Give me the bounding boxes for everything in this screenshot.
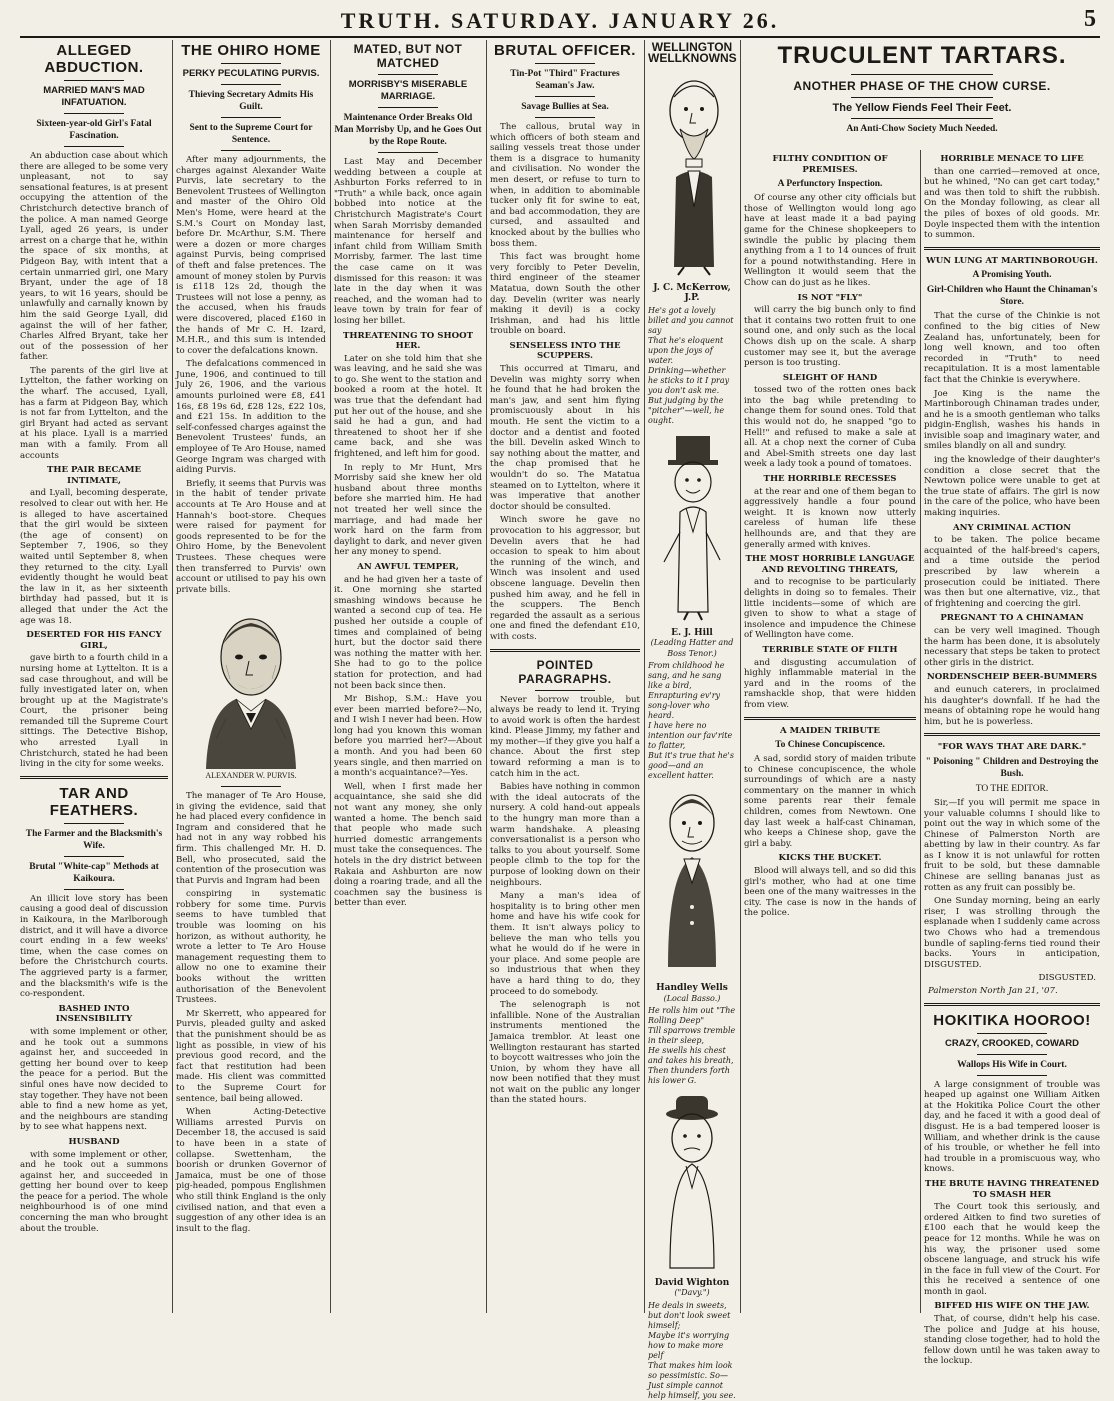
paragraph: This fact was brought home very forcibly to Peter Develin, third engineer of the steamer Matatua, down South the other day. Develin (writer was nearly making it devil) is a cocky Irishman, and had his little trouble on board. [490,252,640,337]
paragraph: tossed two of the rotten ones back into the bag while pretending to change them for sound ones. Told that this would not do, he snapped "go to Hell!" and refused to make a sale at all. At a chop next the corner of Cuba and Abel-Smith streets one day last week a lady took a pound of tomatoes. [744,385,916,470]
paragraph: This occurred at Timaru, and Develin was mighty sorry when he found that he had broken the man's jaw, and sent him flying promiscuously about in his mouth. He sent the victim to a doctor and a dentist and footed the bill. Develin asked Winch to say nothing about the matter, and the chap promised that he wouldn't do so. The Matatua steamed on to Lyttelton, where it was imperative that another doctor should be consulted. [490,364,640,512]
paragraph: and to recognise to be particularly delights in doing so to females. Their little incidents—some of which are given to show to what a stage of insolence and impudence the Chinese of Wellington have come. [744,577,916,641]
paragraph: That, of course, didn't help his case. The police and Judge at his house, standing close together, had to hold the fellow down until he was taken away to the lockup. [924,1314,1100,1367]
caption-wighton-sub: ("Davy.") [674,1288,710,1298]
deck: Sent to the Supreme Court for Sentence. [189,123,313,145]
headline-alleged-abduction: ALLEGED ABDUCTION. [44,42,144,76]
verse-line: Then thunders forth his lower G. [648,1066,730,1086]
inline-head: AN AWFUL TEMPER, [357,561,459,572]
paragraph: and disgusting accumulation of highly inflammable material in the yard and in the rooms of the ramshackle shop, that were hidden from view. [744,657,916,710]
deck: A Perfunctory Inspection. [777,179,883,190]
paragraph: and eunuch caterers, in proclaimed his daughter's downfall. If he had the means of obtaining rope he would hang him, but he is powerless. [924,684,1100,727]
paragraph: with some implement or other, and he took out a summons against her, and succeeded in getting her bound over to keep the peace for a period. But the sinful ones have now decided to stay together. They have not been able to find a new home as yet, and the neighbours are standing by to see what happens next. [20,1026,168,1133]
paragraph: can be very well imagined. Though the harm has been done, it is absolutely necessary that steps be taken to protect other girls in the district. [924,625,1100,668]
inline-head: THE BRUTE HAVING THREATENED TO SMASH HER [924,1178,1100,1200]
verse-line: I have here no intention our fav'rite to flatter, [648,721,733,751]
paragraph: will carry the big bunch only to find that it contains two rotten fruit to one sound one, and only such as the local Chows dish up on the scale. A sharp customer may see it, but the average person is too trusting. [744,305,916,369]
inline-head: BIFFED HIS WIFE ON THE JAW. [934,1301,1090,1312]
verse-line: Drinking—whether he sticks to it I pray you don't ask me. [648,365,730,395]
paragraph: The defalcations commenced in June, 1906, and continued to till July 26, 1906, and the various amounts purloined were £8, £41 16s, £8 19s 6d, £28 12s, £22 10s, and £21 15s. In addition to the self-confessed charges against the Benevolent Trustees' funds, an employee of Te Aro House, named George Ingram was charged with aiding Purvis. [176,359,326,476]
paragraph: and he had given her a taste of it. One morning she started smashing windows because he wanted a second cup of tea. He pushed her outside a couple of times and complained of being hurt, but the doctor said there was nothing the matter with her. She had to go to the police station for protection, and had not been back since then. [334,574,482,691]
caricature-wells [648,787,736,977]
caption-mckerrow: J. C. McKerrow, J.P. [653,282,731,304]
deck: To Chinese Concupiscence. [775,740,885,751]
verse-line: Maybe it's worrying how to make more pelf [648,1330,730,1360]
paragraph: gave birth to a fourth child in a nursing home at Lyttelton. It is a sad case throughout, and will be fully investigated later on, when brought up at the Magistrate's Court, the prisoner being remanded till the Supreme Court sittings. The Detective Bishop, who arrested Lyall in Christchurch, stated he had been living in the city for some weeks. [20,653,168,770]
deck: TO THE EDITOR. [975,783,1049,794]
headline-tar-and-feathers: TAR AND FEATHERS. [49,784,139,819]
deck: Brutal "White-cap" Methods at Kaikoura. [29,861,159,884]
caption-hill: E. J. Hill [671,627,713,638]
paragraph: The selenograph is not infallible. None of the Australian instruments mentioned the Jamaica tremblor. At least one Wellington restaurant has started to boycott waitresses who join the Union, by whom they have all now been notified that they must not wait on the public any longer than the stated hours. [490,1000,640,1106]
inline-head: BASHED INTO INSENSIBILITY [55,1003,133,1025]
paragraph: Winch swore he gave no provocation to his aggressor, but Develin avers that he had occasion to speak to him about the running of the winch, and Winch was insolent and used obscene language. Develin then pushed him away, and he fell in the scuppers. The Bench regarded the assault as a serious one and fined the defendant £10, with costs. [490,515,640,642]
inline-head: HORRIBLE MENACE TO LIFE [940,154,1084,164]
caption-wells: Handley Wells [656,982,728,993]
inline-head: HUSBAND [68,1136,120,1147]
column-5 [648,40,737,1400]
letter-place: Palmerston North Jan 21, '07. [928,986,1058,996]
column-4 [490,40,640,1313]
caricature-hill [648,432,736,622]
column-6 [744,150,916,1313]
headline-ohiro-home: THE OHIRO HOME [181,42,321,59]
verse-line: He's got a lovely billet and you cannot say [648,305,734,335]
inline-head: IS NOT "FLY" [797,292,863,303]
deck: Girl-Children who Haunt the Chinaman's Store. [926,285,1098,308]
deck: Savage Bullies at Sea. [521,102,609,112]
verse-line: Till sparrows tremble in their sleep, [648,1026,736,1046]
verse-line: That makes him look so pessimistic. So— [648,1360,733,1380]
paragraph: Later on she told him that she was leaving, and he said she was to go. She went to the station and booked a room at the hotel. It was true that the defendant had put her out of the house, and she said he had a gun, and had threatened to shoot her if she came back, and she was frightened, and left him for good. [334,353,482,460]
headline-chow-curse: ANOTHER PHASE OF THE CHOW CURSE. [793,79,1051,93]
caricature-mckerrow [648,67,736,277]
paragraph: In reply to Mr Hunt, Mrs Morrisby said she knew her old husband about three months before she married him. He had not treated her well since the marriage, and had made her work hard on the farm from daylight to dark, and never given her any money to spend. [334,462,482,558]
inline-head: A MAIDEN TRIBUTE [780,725,880,736]
verse-line: But judging by the "pitcher"—well, he ought. [648,395,725,425]
inline-head: SLEIGHT OF HAND [782,372,878,383]
paragraph: Babies have nothing in common with the ideal autocrats of the nursery. A cold hand-out appeals to the hungry man more than a warm handshake. A pleasing conversationalist is a person who talks to you about yourself. Some people climb to the top for the purpose of looking down on their neighbours. [490,782,640,888]
verse-hill [648,661,736,781]
paragraph: Never borrow trouble, but always be ready to lend it. Trying to avoid work is often the hardest kind. Please Jimmy, my father and my mother—if they give you half a chance. About the first step toward reforming a man is to catch him in the act. [490,694,640,779]
paragraph: Joe King is the name the Martinborough Chinaman trades under, and he is a smooth gentleman who talks pidgin-English, washes his hands in invisible soap and imaginary water, and smiles blandly on all and sundry. [924,388,1100,452]
masthead [20,6,1100,38]
verse-line: But it's true that he's good—and an excellent hatter. [648,751,734,781]
verse-wells [648,1006,736,1086]
paragraph: The parents of the girl live at Lyttelton, the father working on the wharf. The accused, Lyall, has a farm at Pidgeon Bay, which is not far from Lyttelton, and the girl Bryant had acted as servant at his place. Lyall is a married man with a family. From all accounts [20,365,168,461]
paragraph: Last May and December wedding between a couple at Ashburton Forks referred to in "Truth" a while back, once again bobbed into notice at the Christchurch Magistrate's Court when Sarah Morrisby demanded maintenance for herself and infant child from William Smith Morrisby, farmer. The last time the case came on it was dismissed for this reason: it was late in the day when it was reached, and the woman had to leave town by train for fear of losing her billet. [334,157,482,326]
verse-line: That he's eloquent upon the joys of water. [648,335,724,365]
caption-wighton: David Wighton [654,1277,730,1288]
paragraph: Mr Skerrett, who appeared for Purvis, pleaded guilty and asked that the punishment should be as light as possible, in view of his previous good record, and the fact that restitution had been made. His client was committed to the Supreme Court for sentence, bail being allowed. [176,1008,326,1104]
deck-anti-chow: An Anti-Chow Society Much Needed. [846,124,998,134]
deck: Thieving Secretary Admits His Guilt. [188,90,314,112]
verse-wighton [648,1301,736,1401]
inline-head: SENSELESS INTO THE SCUPPERS. [509,340,621,362]
cartoon-section-title: WELLINGTON WELLKNOWNS [648,40,737,65]
paragraph: at the rear and one of them began to aggressively handle a four pound weight. It is known now utterly careless of human life these hellhounds are, and that they are generally armed with knives. [744,486,916,550]
inline-head: THE HORRIBLE RECESSES [763,474,897,485]
caricature-wighton [648,1092,736,1272]
verse-line: He swells his chest and takes his breath, [648,1046,734,1066]
paragraph: Well, when I first made her acquaintance, she said she did not want any money, she only wanted a home. The bench said that people who made such hurried domestic arrangements must take the consequences. The hotels in the dry district between Rakaia and Ashburton are now doing a roaring trade, and all the coachmen say the business is better than ever. [334,781,482,909]
paragraph: Mr Bishop, S.M.: Have you ever been married before?—No, and I wish I never had been. How long had you known this woman before you married her?—About a month. And you had been 60 years single, and then married on a month's acquaintance?—Yes. [334,694,482,779]
inline-head: WUN LUNG AT MARTINBOROUGH. [926,255,1098,266]
column-2 [176,40,326,1313]
caption-hill-sub: (Leading Hatter and Boss Tenor.) [650,638,734,658]
subhead: MORRISBY'S MISERABLE MARRIAGE. [348,79,468,102]
verse-line: He deals in sweets, but don't look sweet himself; [648,1300,731,1330]
paragraph: Many a man's idea of hospitality is to bring other men home and have his wife cook for them. It isn't always policy to believe the man who tells you what he would do if he were in your place. And some people are so industrious that when they have a hard thing to do, they proceed to do somebody. [490,891,640,997]
paragraph: The manager of Te Aro House, in giving the evidence, said that he had placed every confidence in Ingram and considered that he had not in any way robbed his firm. This challenged Mr. H. D. Bell, who prosecuted, said the contention of the prosecution was that Purvis and Ingram had been [176,790,326,886]
inline-head: KICKS THE BUCKET. [778,853,882,864]
paragraph: Of course any other city officials but those of Wellington would long ago have at least made it a bad paying game for the Chinese shopkeepers to swindle the public by placing them anything from a 1 to 14 ounces of fruit for a pound notwithstanding. Here in Wellington it would seem that the Chow can do just as he likes. [744,193,916,288]
verse-mckerrow [648,306,736,426]
deck: The Farmer and the Blacksmith's Wife. [25,828,163,851]
inline-head: THE MOST HORRIBLE LANGUAGE AND REVOLTING THREATS, [745,554,915,575]
letter-signature: DISGUSTED. [1038,973,1096,984]
column-1 [20,40,168,1313]
deck: Tin-Pot "Third" Fractures Seaman's Jaw. [510,69,620,91]
paragraph: ing the knowledge of their daughter's condition a close secret that the Newtown police were unable to get at the true state of affairs. The girl is now in the care of the police, who have been making inquiries. [924,455,1100,519]
column-3 [334,40,482,1313]
inline-head: "FOR WAYS THAT ARE DARK." [937,742,1087,753]
deck-yellow-fiends: The Yellow Fiends Feel Their Feet. [832,102,1012,114]
paragraph: to be taken. The police became acquainted of the half-breed's capers, and a time outside the period prescribed by law wherein a prosecution could be initiated. There was then but one alternative, viz., that of frightening and coercing the girl. [924,535,1100,609]
caption-wells-sub: (Local Basso.) [663,993,721,1003]
paragraph: Sir,—If you will permit me space in your valuable columns I should like to point out the way in which some of the Chinese of Palmerston North are abetting by law in their country. As far as I know it is not unlawful for rotten fruit to be sold, but these damnable Chinese are selling bananas just as rotten as any fruit can possibly be. [924,797,1100,893]
truculent-tartars-banner [744,40,1100,138]
verse-line: He rolls him out "The Rolling Deep" [648,1006,736,1026]
paragraph: than one carried—removed at once, but he whined, "No can get cart today," and was then told to shift the rubbish. On the Monday following, as clear all the piles of boxes of old goods. Mr. Doyle inspected them with the intention to summon. [924,166,1100,241]
subhead: CRAZY, CROOKED, COWARD [944,1037,1080,1049]
paragraph: An abduction case about which there are alleged to be some very unpleasant, not to say sensational features, is at present occupying the attention of the Christchurch detective branch of the police. A man named George Lyall, aged 26 years, is under arrest on a charge that he, within the space of six months, at Pidgeon Bay, with intent that a certain unmarried girl, one Mary Bryant, under the age of 18 years, to wit 16 years, should be unlawfully and carnally known by him the said George Lyall, did against the will of her father, Charles Alfred Bryant, take her out of the possession of her father. [20,151,168,363]
paragraph: The Court took this seriously, and ordered Aitken to find two sureties of £100 each that he would keep the peace for 12 months. While he was on his way, the prisoner used some obscene language, and struck his wife in the face in full view of the Court. For this he received a sentence of one month in gaol. [924,1202,1100,1297]
inline-head: THE PAIR BECAME INTIMATE, [46,465,142,486]
deck: Wallops His Wife in Court. [957,1059,1067,1070]
paragraph: One Sunday morning, being an early riser, I was strolling through the esplanade when I suddenly came across two Chows who had a tremendous bundle of sapling-ferns tied round their backs. Yours in anticipation, DISGUSTED. [924,896,1100,970]
paragraph: That the curse of the Chinkie is not confined to the big cities of New Zealand has, unfortunately, been for long well known, and too often recorded in "Truth" to need recapitulation. It is a most lamentable fact that the Chinkie is everywhere. [924,311,1100,385]
inline-head: DESERTED FOR HIS FANCY GIRL, [26,630,162,651]
inline-head: NORDENSCHEIP BEER-BUMMERS [926,672,1098,683]
paragraph: The callous, brutal way in which officers of both steam and sailing vessels treat those under them is a disgrace to humanity and civilisation. No wonder the men desert, or refuse to turn to when, in addition to abominable tucker only fit for swine to eat, and bad accommodation, they are cursed, and assaulted and knocked about by the bullies who boss them. [490,122,640,249]
verse-line: From childhood he sang, and he sang like a bird, [648,661,725,691]
headline-truculent-tartars: TRUCULENT TARTARS. [777,42,1067,69]
portrait-caption: ALEXANDER W. PURVIS. [205,771,297,781]
deck: Sixteen-year-old Girl's Fatal Fascination. [36,119,152,141]
verse-line: Just simple cannot help himself, you see. [648,1380,736,1400]
deck: A Promising Youth. [972,270,1052,281]
inline-head: THREATENING TO SHOOT HER. [343,330,473,352]
verse-line: Enrapturing ev'ry song-lover who heard. [648,691,721,721]
paragraph: A large consignment of trouble was heaped up against one William Aitken at the Hokitika Police Court the other day, and he faced it with a good deal of disgust. He is a bad tempered looser is William, and whether drink is the cause of his trouble, or whether he fell into had trouble in a promiscuous way, who knows. [924,1079,1100,1175]
headline-pointed-paragraphs: POINTED PARAGRAPHS. [518,657,612,686]
paragraph: An illicit love story has been causing a good deal of discussion in Kaikoura, in the Marlborough district, and it will have a divorce court ending in a few weeks' time, when the case comes on before the Christchurch courts. The aggrieved party is a farmer, and the blacksmith's wife is the co-respondent. [20,893,168,1000]
subhead: PERKY PECULATING PURVIS. [182,68,320,79]
headline-brutal-officer: BRUTAL OFFICER. [494,42,636,59]
deck: " Poisoning " Children and Destroying the Bush. [925,756,1099,779]
deck: Maintenance Order Breaks Old Man Morrisby Up, and he Goes Out by the Rope Route. [334,113,482,147]
inline-head: PREGNANT TO A CHINAMAN [940,613,1084,624]
headline-hokitika-hooroo: HOKITIKA HOOROO! [933,1011,1091,1029]
paragraph: and Lyall, becoming desperate, resolved to clear out with her. He is alleged to have ascertained that the girl would be sixteen (the age of consent) on September 7, 1906, so they waited until September 8, when they returned to the city. Lyall evidently thought he would beat the law in it, as her sixteenth birthday had passed, but it is alleged that under the Act the age was 18. [20,488,168,626]
headline-mated-not-matched: MATED, BUT NOT MATCHED [353,42,463,70]
column-7a [924,150,1100,1367]
paragraph: A sad, sordid story of maiden tribute to Chinese concupiscence, the whole surroundings of which are a nasty commentary on the manner in which some parents rear their female children, comes from Newtown. One day last week a half-cast Chinaman, who keeps a Chinese shop, gave the girl a baby. [744,754,916,849]
subhead: MARRIED MAN'S MAD INFATUATION. [43,85,145,108]
paragraph: conspiring in systematic robbery for some time. Purvis seems to have tumbled that trouble was looming on his horizon, as without authority, he wrote a letter to Te Aro House management requesting them to allow no one to examine their books without the written authorisation of the Benevolent Trustees. [176,889,326,1006]
portrait-engraving [186,599,316,769]
masthead-date: TRUTH. SATURDAY. JANUARY 26. [340,8,780,33]
inline-head: ANY CRIMINAL ACTION [952,522,1071,533]
paragraph: with some implement or other, and he took out a summons against her, and succeeded in getting her bound over to keep the peace for a period. The whole neighbourhood is of one mind concerning the man who brought about the trouble. [20,1149,168,1234]
page-number: 5 [1084,6,1096,32]
paragraph: Blood will always tell, and so did this girl's mother, who had at one time been one of the many waitresses in the city. The case is now in the hands of the police. [744,866,916,919]
inline-head: TERRIBLE STATE OF FILTH [762,644,898,655]
paragraph: After many adjournments, the charges against Alexander Waite Purvis, late secretary to the Benevolent Trustees of Wellington and master of the Ohiro Old Men's Home, were heard at the S.M.'s Court on Monday last, before Dr. McArthur, S.M. There were a dozen or more charges against Purvis, being comprised of theft and false pretences. The amount of money stolen by Purvis is £118 12s 2d, though the Trustees will not lose a penny, as the accused, when his frauds were discovered, placed £160 in the hands of Mr C. H. Izard, M.H.R., and this sum is intended to cover the defalcations known. [176,155,326,356]
paragraph: When Acting-Detective Williams arrested Purvis on December 18, the accused is said to have been in a state of collapse. Swettenham, the boorish or drunken Governor of Jamaica, must be one of those pig-headed, pompous Englishmen who still think England is the only civilised nation, and that even a suggestion of any other idea is an insult to the flag. [176,1107,326,1234]
paragraph: Briefly, it seems that Purvis was in the habit of tender private accounts at Te Aro House and at Hannah's boot-store. Cheques were raised for payment for goods represented to be for the Ohiro Home, by the Benevolent Trustees. These cheques were then transferred to Purvis' own account or utilised to pay his own private bills. [176,478,326,595]
inline-head: FILTHY CONDITION OF PREMISES. [772,154,888,175]
